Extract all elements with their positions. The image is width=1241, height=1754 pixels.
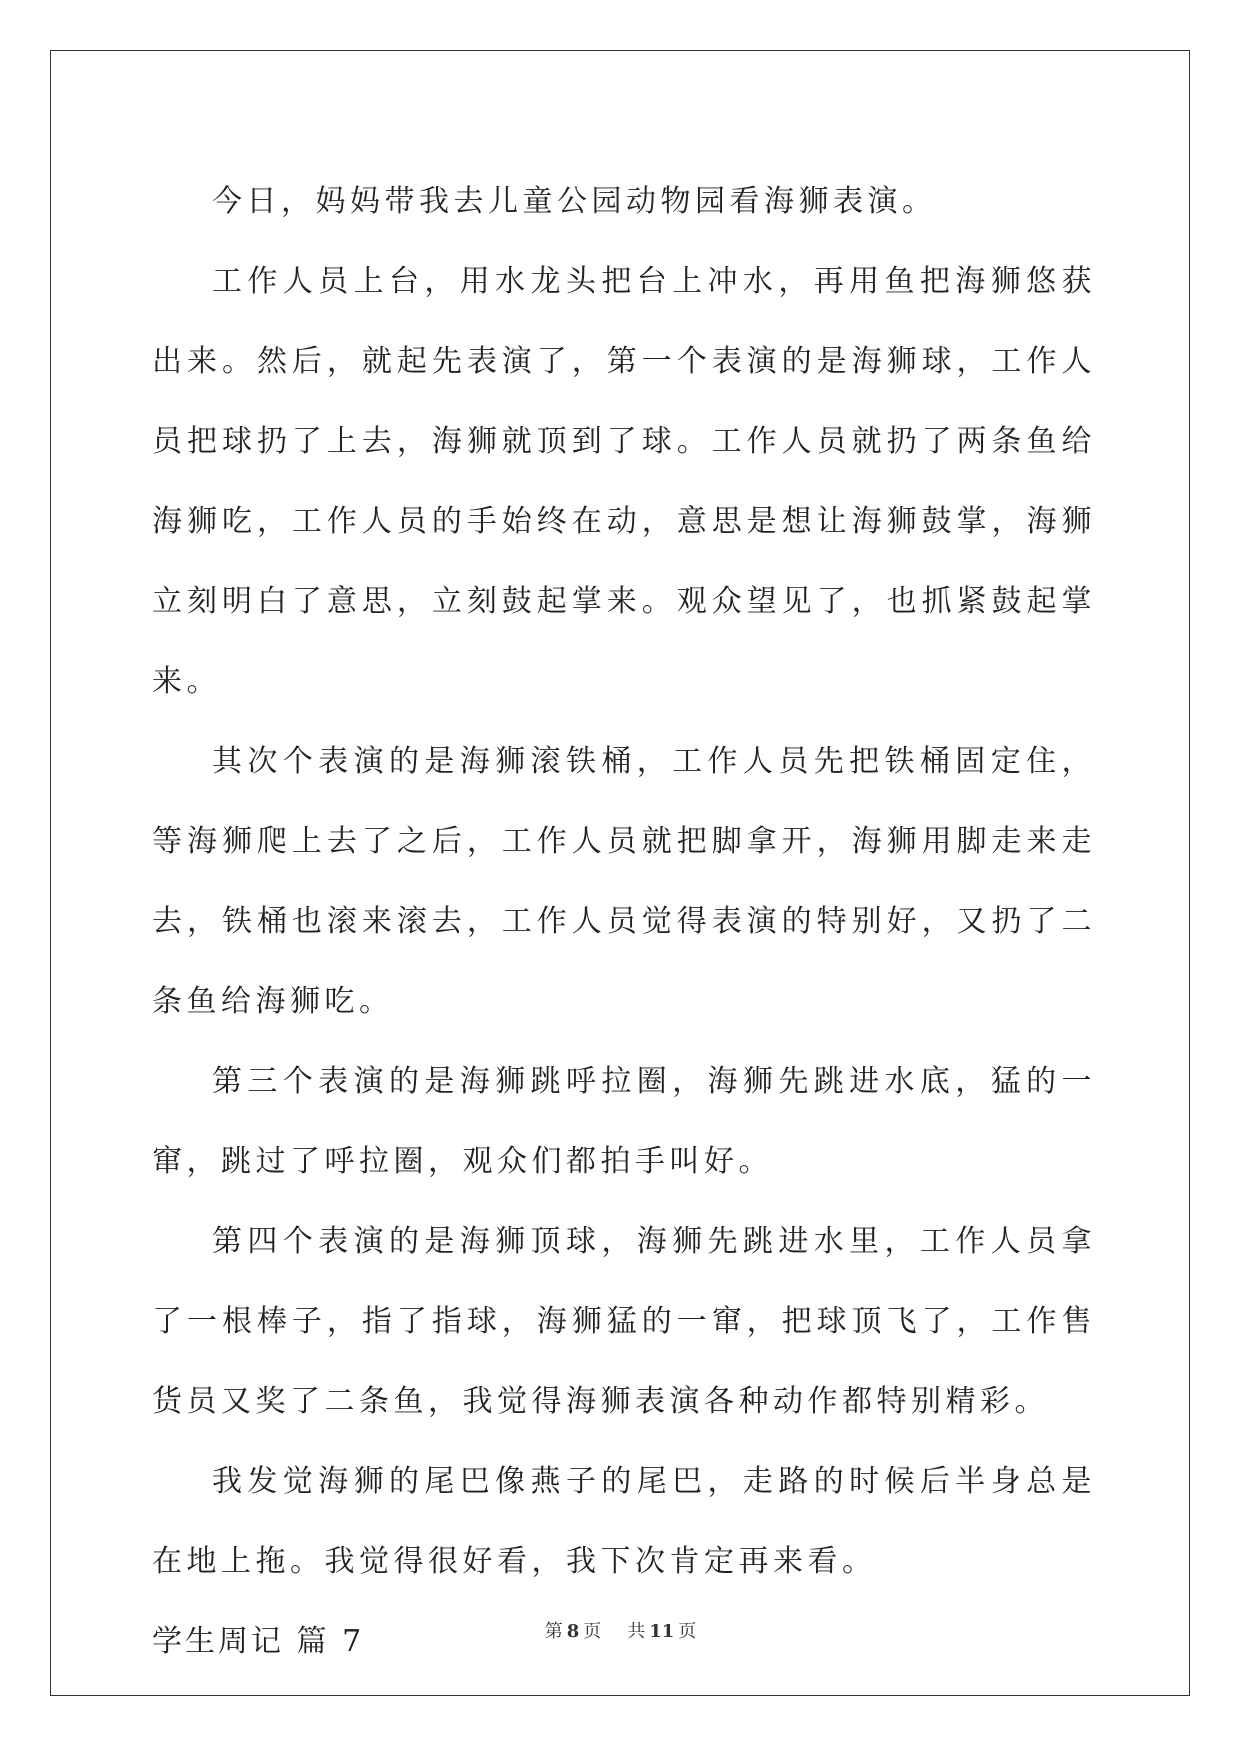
footer-page-suffix: 页	[583, 1621, 602, 1642]
section-title: 学生周记 篇 7	[152, 1624, 365, 1659]
paragraph: 我发觉海狮的尾巴像燕子的尾巴，走路的时候后半身总是在地上拖。我觉得很好看，我下次肯定再来看。	[152, 1464, 1096, 1579]
footer-total-pages: 11	[649, 1621, 675, 1642]
paragraph: 今日，妈妈带我去儿童公园动物园看海狮表演。	[212, 184, 937, 219]
footer-page-prefix: 第	[544, 1621, 563, 1642]
footer-total-prefix: 共	[627, 1621, 646, 1642]
paragraph: 第四个表演的是海狮顶球，海狮先跳进水里，工作人员拿了一根棒子，指了指球，海狮猛的一窜，把球顶飞了，工作售货员又奖了二条鱼，我觉得海狮表演各种动作都特别精彩。	[152, 1224, 1096, 1419]
paragraph: 其次个表演的是海狮滚铁桶，工作人员先把铁桶固定住，等海狮爬上去了之后，工作人员就把脚拿开，海狮用脚走来走去，铁桶也滚来滚去，工作人员觉得表演的特别好，又扔了二条鱼给海狮吃。	[152, 744, 1096, 1019]
paragraph: 工作人员上台，用水龙头把台上冲水，再用鱼把海狮悠获出来。然后，就起先表演了，第一个表演的是海狮球，工作人员把球扔了上去，海狮就顶到了球。工作人员就扔了两条鱼给海狮吃，工作人员的手始终在动，意思是想让海狮鼓掌，海狮立刻明白了意思，立刻鼓起掌来。观众望见了，也抓紧鼓起掌来。	[152, 264, 1096, 699]
page-footer	[0, 1617, 1241, 1643]
footer-page-number: 8	[566, 1621, 580, 1642]
footer-total-suffix: 页	[678, 1621, 697, 1642]
paragraph: 第三个表演的是海狮跳呼拉圈，海狮先跳进水底，猛的一窜，跳过了呼拉圈，观众们都拍手叫好。	[152, 1064, 1096, 1179]
document-body	[152, 162, 1096, 1682]
